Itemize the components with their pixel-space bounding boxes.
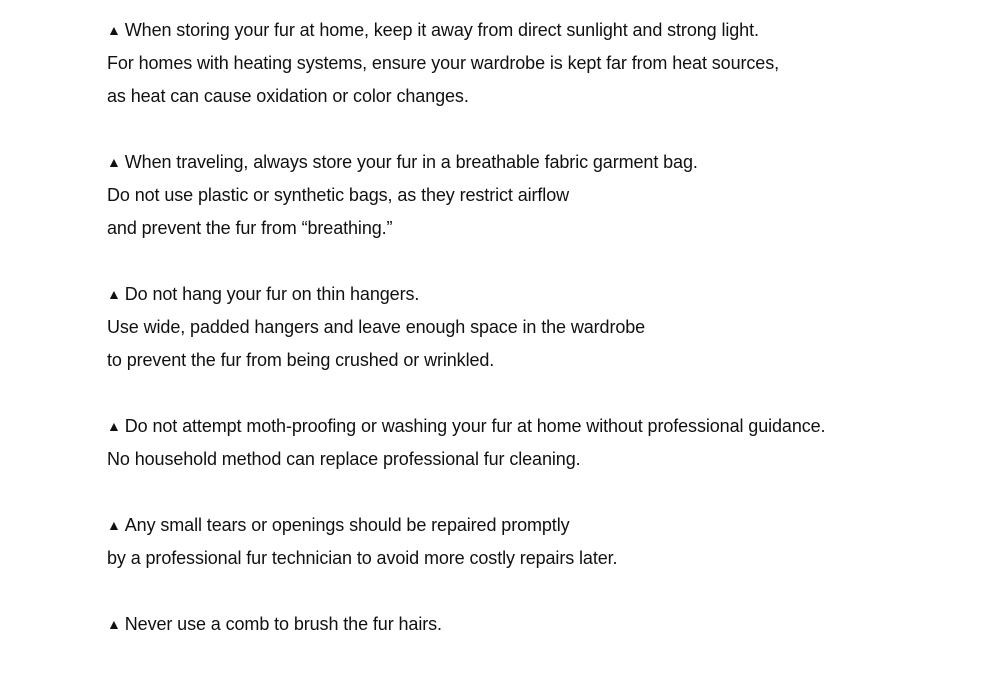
tip-text: Do not attempt moth-proofing or washing your fur at home without professional guidance.: [124, 416, 826, 436]
tip-heading-line: [107, 608, 987, 641]
fur-care-tips: [107, 14, 987, 674]
tip-moth-proofing: [107, 410, 987, 476]
tip-heading-line: [107, 146, 987, 179]
tip-travel-bag: [107, 146, 987, 245]
tip-text: Do not hang your fur on thin hangers.: [124, 284, 420, 304]
tip-heading-line: [107, 509, 987, 542]
triangle-bullet-icon: ▲: [107, 286, 121, 302]
tip-comb: [107, 608, 987, 641]
tip-text: by a professional fur technician to avoid more costly repairs later.: [107, 548, 618, 568]
tip-heading-line: [107, 410, 987, 443]
triangle-bullet-icon: ▲: [107, 22, 121, 38]
tip-text: Never use a comb to brush the fur hairs.: [124, 614, 442, 634]
tip-text: When storing your fur at home, keep it away from direct sunlight and strong light.: [124, 20, 759, 40]
tip-text: When traveling, always store your fur in a breathable fabric garment bag.: [124, 152, 698, 172]
triangle-bullet-icon: ▲: [107, 154, 121, 170]
tip-heading-line: [107, 14, 987, 47]
triangle-bullet-icon: ▲: [107, 616, 121, 632]
triangle-bullet-icon: ▲: [107, 517, 121, 533]
tip-sunlight: [107, 14, 987, 113]
triangle-bullet-icon: ▲: [107, 418, 121, 434]
tip-text: and prevent the fur from “breathing.”: [107, 218, 393, 238]
tip-hangers: [107, 278, 987, 377]
tip-text: Do not use plastic or synthetic bags, as they restrict airflow: [107, 185, 570, 205]
tip-text: Use wide, padded hangers and leave enough space in the wardrobe: [107, 317, 646, 337]
tip-text: For homes with heating systems, ensure your wardrobe is kept far from heat sources,: [107, 53, 779, 73]
tip-heading-line: [107, 278, 987, 311]
tip-text: to prevent the fur from being crushed or wrinkled.: [107, 350, 495, 370]
tip-repairs: [107, 509, 987, 575]
tip-text: No household method can replace professional fur cleaning.: [107, 449, 581, 469]
tip-text: Any small tears or openings should be repaired promptly: [124, 515, 570, 535]
tip-text: as heat can cause oxidation or color changes.: [107, 86, 469, 106]
